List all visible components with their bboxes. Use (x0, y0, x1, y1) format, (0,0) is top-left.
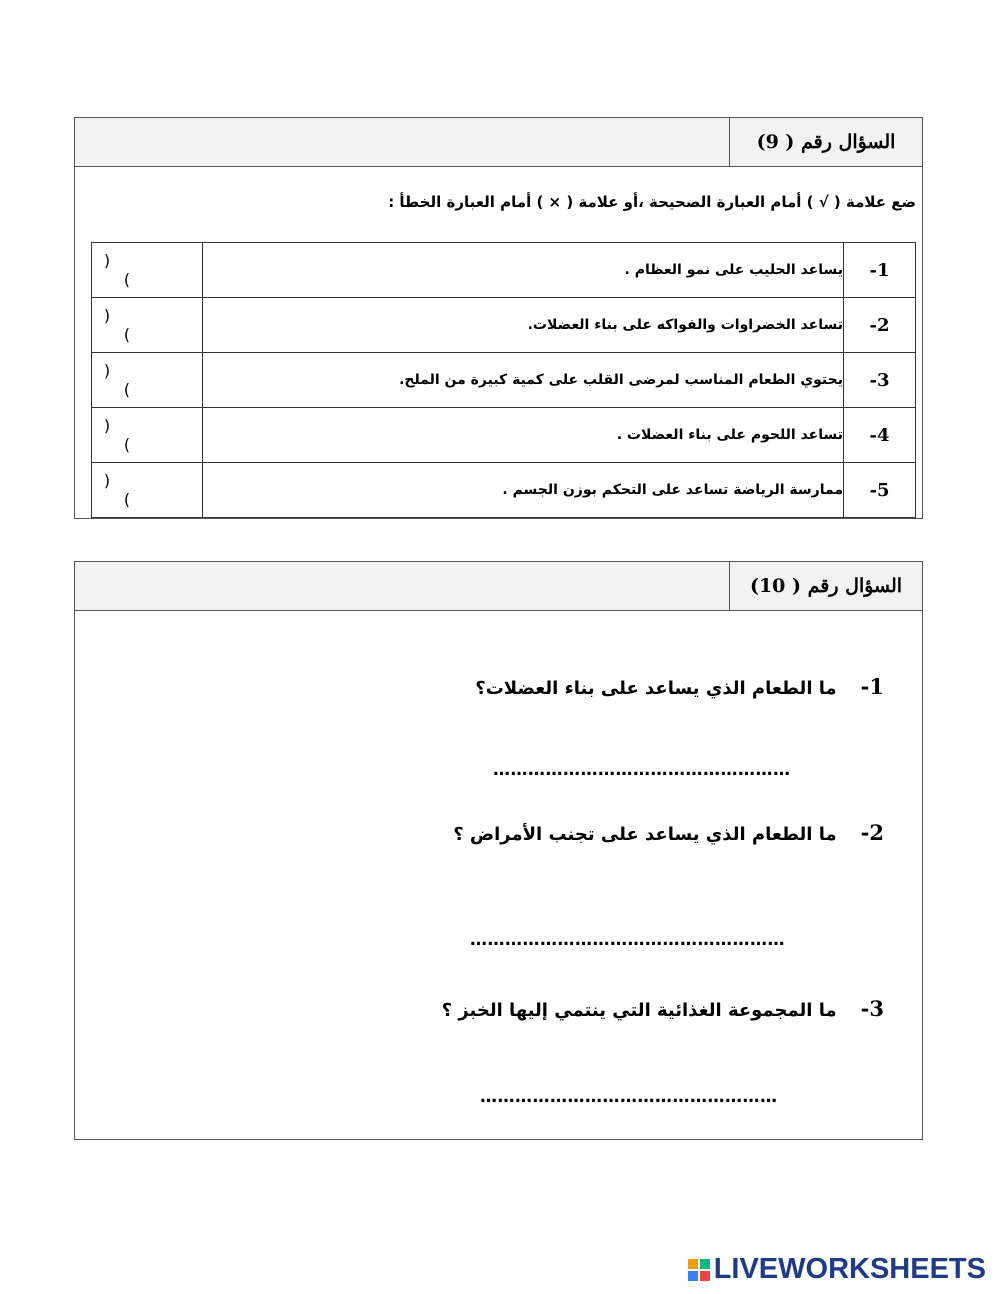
question-9-box (74, 117, 923, 519)
answer-box[interactable]: ( ) (92, 463, 203, 518)
logo-tile (700, 1271, 710, 1281)
table-row (92, 408, 916, 463)
question-number: 2- (860, 820, 884, 845)
question-item (442, 996, 884, 1021)
question-text: ما الطعام الذي يساعد على تجنب الأمراض ؟ (453, 824, 837, 845)
question-item (453, 820, 884, 845)
question-item (475, 674, 884, 699)
row-number: 1- (844, 243, 916, 298)
question-10-title: السؤال رقم ( 10) (729, 562, 922, 610)
row-number: 5- (844, 463, 916, 518)
answer-box[interactable]: ( ) (92, 408, 203, 463)
statement-text: تساعد اللحوم على بناء العضلات . (203, 408, 844, 463)
answer-box[interactable]: ( ) (92, 298, 203, 353)
table-row (92, 353, 916, 408)
question-text: ما المجموعة الغذائية التي ينتمي إليها الخبز ؟ (441, 1000, 837, 1021)
logo-tile (700, 1259, 710, 1269)
statements-table (91, 242, 916, 518)
answer-blank[interactable]: …………………………………………… (493, 760, 791, 780)
logo-tile (688, 1271, 698, 1281)
statement-text: يحتوي الطعام المناسب لمرضى القلب على كمية كبيرة من الملح. (203, 353, 844, 408)
table-row (92, 463, 916, 518)
table-row (92, 298, 916, 353)
answer-box[interactable]: ( ) (92, 353, 203, 408)
answer-blank[interactable]: …………………………………………… (480, 1087, 778, 1107)
answer-box[interactable]: ( ) (92, 243, 203, 298)
answer-blank[interactable]: ……………………………………………… (470, 930, 785, 950)
statement-text: يساعد الحليب على نمو العظام . (203, 243, 844, 298)
watermark-text: LIVEWORKSHEETS (713, 1253, 986, 1285)
question-9-title: السؤال رقم ( 9) (729, 118, 922, 166)
liveworksheets-watermark (688, 1253, 986, 1286)
row-number: 3- (844, 353, 916, 408)
liveworksheets-logo-icon (688, 1259, 710, 1281)
statement-text: ممارسة الرياضة تساعد على التحكم بوزن الجسم . (203, 463, 844, 518)
question-9-instruction: ضع علامة ( √ ) أمام العبارة الصحيحة ،أو علامة ( × ) أمام العبارة الخطأ : (388, 193, 916, 211)
question-number: 1- (860, 674, 884, 699)
row-number: 2- (844, 298, 916, 353)
question-text: ما الطعام الذي يساعد على بناء العضلات؟ (475, 678, 837, 699)
table-row (92, 243, 916, 298)
logo-tile (688, 1259, 698, 1269)
statement-text: تساعد الخضراوات والفواكه على بناء العضلات. (203, 298, 844, 353)
question-10-header (75, 562, 922, 611)
question-10-box (74, 561, 923, 1140)
question-9-header (75, 118, 922, 167)
row-number: 4- (844, 408, 916, 463)
question-number: 3- (860, 996, 884, 1021)
